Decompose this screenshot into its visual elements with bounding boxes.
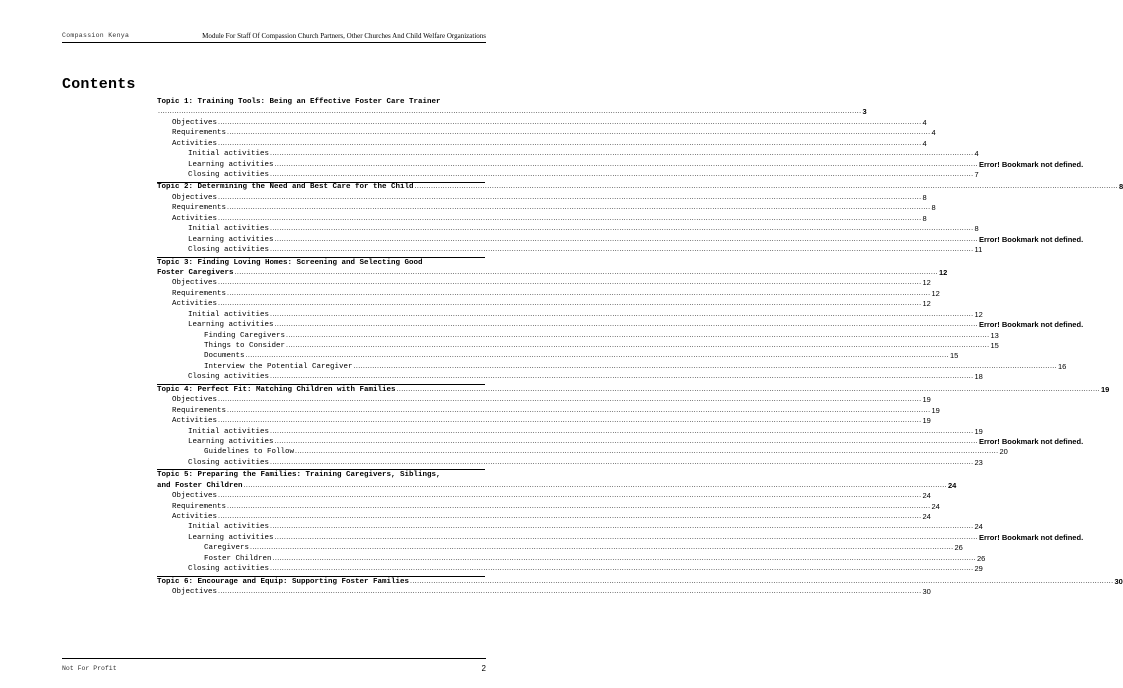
toc-entry-label: Learning activities <box>188 235 274 244</box>
toc-leader-dots: ............................................................................................................................................................................................................................................................................................................ <box>286 342 990 350</box>
toc-leader-dots: ............................................................................................................................................................................................................................................................................................................ <box>218 513 922 521</box>
toc-leader-dots: ............................................................................................................................................................................................................................................................................................................ <box>274 437 978 445</box>
toc-entry-label: Topic 2: Determining the Need and Best Care for the Child <box>157 183 414 192</box>
toc-entry[interactable] <box>157 192 927 203</box>
toc-entry-page: 18 <box>974 372 983 382</box>
toc-entry[interactable] <box>157 278 931 288</box>
table-of-contents <box>157 97 1123 598</box>
toc-entry[interactable] <box>157 138 927 149</box>
toc-leader-dots: ............................................................................................................................................................................................................................................................................................................ <box>270 150 974 158</box>
toc-leader-dots: ............................................................................................................................................................................................................................................................................................................ <box>414 183 1118 191</box>
toc-entry-page: 15 <box>990 341 999 351</box>
toc-entry-label: Foster Caregivers <box>157 268 234 277</box>
page-footer <box>62 658 486 678</box>
toc-entry-page: 26 <box>976 553 986 563</box>
toc-entry[interactable] <box>157 170 979 180</box>
toc-leader-dots: ............................................................................................................................................................................................................................................................................................................ <box>274 533 978 541</box>
toc-leader-dots: ............................................................................................................................................................................................................................................................................................................ <box>227 204 931 212</box>
toc-entry[interactable] <box>157 457 983 468</box>
toc-entry-page: Error! Bookmark not defined. <box>978 436 1084 446</box>
toc-leader-dots: ............................................................................................................................................................................................................................................................................................................ <box>270 373 974 381</box>
toc-entry[interactable] <box>157 587 931 597</box>
toc-entry-label: Requirements <box>172 129 227 138</box>
toc-leader-dots: ............................................................................................................................................................................................................................................................................................................ <box>410 577 1114 585</box>
toc-leader-dots: ............................................................................................................................................................................................................................................................................................................ <box>286 331 990 339</box>
toc-entry-label: Requirements <box>172 502 227 511</box>
toc-entry-label: Initial activities <box>188 523 270 532</box>
toc-entry-label: Requirements <box>172 204 227 213</box>
toc-entry-label: Caregivers <box>204 544 250 553</box>
toc-entry-label: Objectives <box>172 118 218 127</box>
toc-entry-label: Closing activities <box>188 246 270 255</box>
toc-entry-page: 8 <box>974 224 979 234</box>
toc-entry[interactable] <box>157 288 940 299</box>
toc-entry-page: 19 <box>922 395 931 405</box>
toc-leader-dots: ............................................................................................................................................................................................................................................................................................................ <box>218 139 922 147</box>
toc-entry[interactable] <box>157 553 986 564</box>
toc-leader-dots: ............................................................................................................................................................................................................................................................................................................ <box>218 214 922 222</box>
toc-entry-label: Topic 3: Finding Loving Homes: Screening and Selecting Good <box>157 258 423 267</box>
toc-entry[interactable] <box>157 203 936 213</box>
toc-entry-page: 3 <box>862 107 867 117</box>
toc-entry-page: Error! Bookmark not defined. <box>978 320 1084 330</box>
toc-entry[interactable] <box>157 543 963 553</box>
toc-entry[interactable] <box>157 436 1084 447</box>
header-module-title: Module For Staff Of Compassion Church Partners, Other Churches And Child Welfare Organizations <box>202 32 486 40</box>
toc-leader-dots: ............................................................................................................................................................................................................................................................................................................ <box>270 427 974 435</box>
toc-entry-page: 12 <box>974 309 983 319</box>
toc-entry[interactable] <box>157 384 1110 395</box>
toc-entry-label: Initial activities <box>188 225 270 234</box>
toc-entry[interactable] <box>157 469 485 480</box>
toc-entry[interactable] <box>157 341 999 351</box>
toc-leader-dots: ............................................................................................................................................................................................................................................................................................................ <box>234 268 938 276</box>
page-number: 2 <box>481 664 486 673</box>
toc-entry[interactable] <box>157 395 931 405</box>
toc-leader-dots: ............................................................................................................................................................................................................................................................................................................ <box>396 385 1100 393</box>
toc-entry-page: 20 <box>999 447 1008 457</box>
toc-entry[interactable] <box>157 361 1067 372</box>
toc-entry-label: Initial activities <box>188 310 270 319</box>
toc-entry-page: 29 <box>974 564 983 574</box>
toc-entry-page: 13 <box>990 330 999 340</box>
page-header <box>62 30 486 43</box>
toc-entry-label: Requirements <box>172 289 227 298</box>
toc-leader-dots: ............................................................................................................................................................................................................................................................................................................ <box>227 502 931 510</box>
toc-entry-page: 8 <box>922 192 927 202</box>
toc-entry[interactable] <box>157 234 1084 245</box>
toc-entry-label: Objectives <box>172 396 218 405</box>
toc-leader-dots: ............................................................................................................................................................................................................................................................................................................ <box>218 396 922 404</box>
toc-entry-page: 19 <box>1101 384 1110 394</box>
toc-entry-label: Activities <box>172 513 218 522</box>
toc-entry[interactable] <box>157 213 927 224</box>
toc-entry-label: Objectives <box>172 193 218 202</box>
toc-entry-label: and Foster Children <box>157 481 243 490</box>
toc-entry[interactable] <box>157 576 1123 587</box>
toc-leader-dots: ............................................................................................................................................................................................................................................................................................................ <box>274 160 978 168</box>
toc-entry-label: Requirements <box>172 406 227 415</box>
toc-entry-page: 26 <box>954 543 963 553</box>
toc-leader-dots: ............................................................................................................................................................................................................................................................................................................ <box>245 352 949 360</box>
toc-entry-label: Learning activities <box>188 437 274 446</box>
header-org: Compassion Kenya <box>62 32 130 39</box>
toc-entry-page: 24 <box>974 522 983 532</box>
toc-entry-page: 24 <box>931 501 940 511</box>
toc-entry-label: Activities <box>172 214 218 223</box>
toc-entry[interactable] <box>157 149 979 159</box>
toc-entry-page: 15 <box>949 351 959 361</box>
toc-leader-dots: ............................................................................................................................................................................................................................................................................................................ <box>250 544 954 552</box>
toc-entry-page: 4 <box>922 117 927 127</box>
toc-entry-label: Objectives <box>172 492 218 501</box>
toc-leader-dots: ............................................................................................................................................................................................................................................................................................................ <box>295 448 999 456</box>
toc-entry[interactable] <box>157 117 927 128</box>
toc-leader-dots: ............................................................................................................................................................................................................................................................................................................ <box>227 289 931 297</box>
toc-leader-dots: ............................................................................................................................................................................................................................................................................................................ <box>218 279 922 287</box>
toc-entry-page: 19 <box>931 405 940 415</box>
toc-entry-page: 8 <box>1119 182 1123 192</box>
toc-entry[interactable] <box>157 564 983 574</box>
toc-entry[interactable] <box>157 426 983 437</box>
toc-entry-label: Interview the Potential Caregiver <box>204 362 353 371</box>
toc-entry[interactable] <box>157 257 485 268</box>
toc-entry-page: 30 <box>1114 576 1123 586</box>
toc-entry[interactable] <box>157 309 983 320</box>
toc-leader-dots: ............................................................................................................................................................................................................................................................................................................ <box>270 225 974 233</box>
toc-entry-label: Finding Caregivers <box>204 331 286 340</box>
toc-entry[interactable] <box>157 405 940 416</box>
toc-entry-label: Closing activities <box>188 171 270 180</box>
toc-entry-label: Topic 6: Encourage and Equip: Supporting Foster Families <box>157 577 410 586</box>
toc-entry[interactable] <box>157 491 931 501</box>
toc-entry[interactable] <box>157 330 999 341</box>
toc-entry-label: Closing activities <box>188 373 270 382</box>
toc-leader-dots: ............................................................................................................................................................................................................................................................................................................ <box>158 108 862 116</box>
toc-entry-label: Topic 1: Training Tools: Being an Effective Foster Care Trainer <box>157 97 441 106</box>
toc-entry-page: Error! Bookmark not defined. <box>978 532 1084 542</box>
toc-leader-dots: ............................................................................................................................................................................................................................................................................................................ <box>218 492 922 500</box>
toc-entry[interactable] <box>157 224 979 234</box>
toc-entry-label: Initial activities <box>188 150 270 159</box>
toc-leader-dots: ............................................................................................................................................................................................................................................................................................................ <box>218 588 922 596</box>
toc-leader-dots: ............................................................................................................................................................................................................................................................................................................ <box>218 300 922 308</box>
toc-entry-page: Error! Bookmark not defined. <box>978 159 1084 169</box>
toc-leader-dots: ............................................................................................................................................................................................................................................................................................................ <box>270 171 974 179</box>
toc-entry[interactable] <box>157 480 957 491</box>
toc-leader-dots: ............................................................................................................................................................................................................................................................................................................ <box>218 417 922 425</box>
toc-entry-page: 12 <box>931 288 940 298</box>
toc-entry-page: 11 <box>974 245 983 255</box>
toc-leader-dots: ............................................................................................................................................................................................................................................................................................................ <box>272 554 976 562</box>
toc-entry-label: Documents <box>204 352 245 361</box>
toc-entry[interactable] <box>157 159 1084 170</box>
toc-entry-label: Guidelines to Follow <box>204 448 295 457</box>
toc-entry[interactable] <box>157 512 931 522</box>
toc-entry-page: 19 <box>922 416 931 426</box>
toc-entry[interactable] <box>157 128 936 138</box>
toc-leader-dots: ............................................................................................................................................................................................................................................................................................................ <box>274 321 978 329</box>
toc-entry-page: 16 <box>1057 361 1067 371</box>
toc-entry-label: Foster Children <box>204 554 272 563</box>
toc-entry-label: Objectives <box>172 588 218 597</box>
toc-entry-label: Learning activities <box>188 160 274 169</box>
toc-entry-label: Activities <box>172 139 218 148</box>
toc-entry-label: Topic 5: Preparing the Families: Training Caregivers, Siblings, <box>157 471 441 480</box>
toc-leader-dots: ............................................................................................................................................................................................................................................................................................................ <box>218 193 922 201</box>
toc-entry-page: 12 <box>938 267 948 277</box>
toc-entry[interactable] <box>157 267 948 278</box>
toc-entry-page: 4 <box>922 138 927 148</box>
toc-entry-label: Initial activities <box>188 427 270 436</box>
toc-entry-label: Learning activities <box>188 533 274 542</box>
toc-leader-dots: ............................................................................................................................................................................................................................................................................................................ <box>274 235 978 243</box>
toc-entry-label: Objectives <box>172 279 218 288</box>
toc-entry[interactable] <box>157 416 931 426</box>
toc-leader-dots: ............................................................................................................................................................................................................................................................................................................ <box>227 406 931 414</box>
toc-entry-label: Activities <box>172 300 218 309</box>
toc-entry[interactable] <box>157 501 940 512</box>
toc-entry[interactable] <box>157 97 485 107</box>
toc-leader-dots: ............................................................................................................................................................................................................................................................................................................ <box>227 129 931 137</box>
toc-entry-page: 23 <box>974 457 983 467</box>
toc-entry-page: 8 <box>922 213 927 223</box>
toc-entry-label: Learning activities <box>188 321 274 330</box>
toc-entry[interactable] <box>157 447 1008 457</box>
toc-entry-page: 19 <box>974 426 983 436</box>
toc-entry-page: 24 <box>922 512 931 522</box>
toc-leader-dots: ............................................................................................................................................................................................................................................................................................................ <box>270 565 974 573</box>
toc-entry-page: 30 <box>922 587 931 597</box>
toc-leader-dots: ............................................................................................................................................................................................................................................................................................................ <box>243 481 947 489</box>
toc-entry-label: Topic 4: Perfect Fit: Matching Children with Families <box>157 385 396 394</box>
toc-entry-page: 24 <box>922 491 931 501</box>
toc-entry[interactable] <box>157 299 931 309</box>
toc-entry[interactable] <box>157 245 983 255</box>
toc-entry[interactable] <box>157 320 1084 330</box>
toc-entry-page: 8 <box>931 203 936 213</box>
toc-entry[interactable] <box>157 107 867 117</box>
toc-leader-dots: ............................................................................................................................................................................................................................................................................................................ <box>270 310 974 318</box>
toc-entry-page: 24 <box>947 480 957 490</box>
toc-leader-dots: ............................................................................................................................................................................................................................................................................................................ <box>270 523 974 531</box>
toc-entry-page: 12 <box>922 299 931 309</box>
toc-entry-page: Error! Bookmark not defined. <box>978 234 1084 244</box>
toc-entry[interactable] <box>157 372 983 382</box>
toc-entry[interactable] <box>157 532 1084 543</box>
contents-heading: Contents <box>62 76 136 93</box>
toc-leader-dots: ............................................................................................................................................................................................................................................................................................................ <box>270 458 974 466</box>
toc-entry-label: Closing activities <box>188 565 270 574</box>
toc-entry-page: 7 <box>974 170 979 180</box>
footer-note: Not For Profit <box>62 665 117 672</box>
toc-entry-page: 4 <box>974 149 979 159</box>
toc-entry[interactable] <box>157 182 1123 193</box>
toc-leader-dots: ............................................................................................................................................................................................................................................................................................................ <box>270 246 974 254</box>
toc-entry-label: Activities <box>172 417 218 426</box>
toc-entry-page: 12 <box>922 278 931 288</box>
toc-entry[interactable] <box>157 351 959 362</box>
toc-entry-label: Closing activities <box>188 458 270 467</box>
toc-entry-label: Things to Consider <box>204 342 286 351</box>
toc-leader-dots: ............................................................................................................................................................................................................................................................................................................ <box>353 362 1057 370</box>
toc-leader-dots: ............................................................................................................................................................................................................................................................................................................ <box>218 118 922 126</box>
toc-entry-page: 4 <box>931 128 936 138</box>
toc-entry[interactable] <box>157 522 983 533</box>
